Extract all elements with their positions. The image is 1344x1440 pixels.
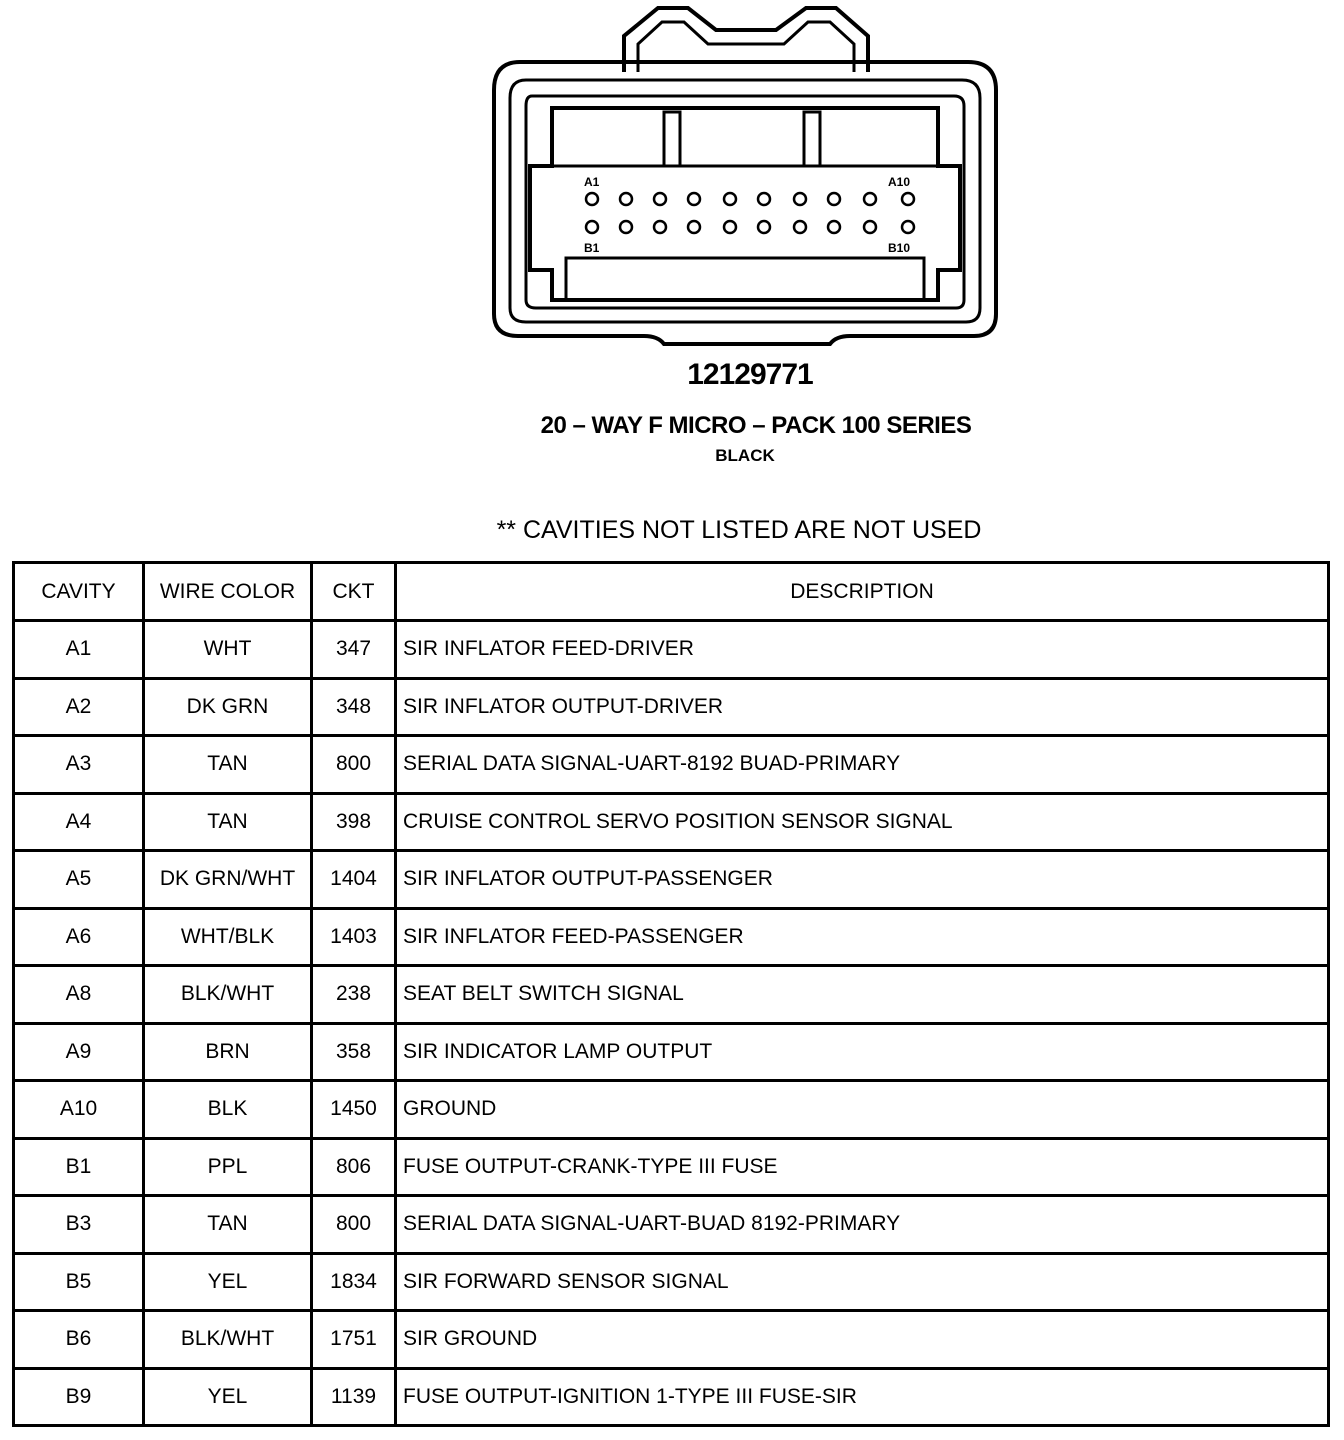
part-number: 12129771 [687, 358, 813, 391]
cell-description: SIR INFLATOR OUTPUT-PASSENGER [396, 851, 1329, 909]
cell-ckt: 1403 [312, 908, 396, 966]
cavity-a5 [724, 193, 736, 205]
unused-cavities-note: ** CAVITIES NOT LISTED ARE NOT USED [496, 516, 982, 544]
cavity-a10 [902, 193, 914, 205]
cell-ckt: 800 [312, 736, 396, 794]
cell-ckt: 358 [312, 1023, 396, 1081]
cell-description: SERIAL DATA SIGNAL-UART-8192 BUAD-PRIMARY [396, 736, 1329, 794]
connector-shell-inner-2 [526, 96, 964, 308]
cell-cavity: A1 [14, 621, 144, 679]
table-row [14, 621, 1329, 679]
cavity-b7 [794, 221, 806, 233]
cell-cavity: A9 [14, 1023, 144, 1081]
cell-ckt: 1834 [312, 1253, 396, 1311]
cavity-grid [586, 193, 914, 233]
table-row [14, 1023, 1329, 1081]
cell-description: FUSE OUTPUT-IGNITION 1-TYPE III FUSE-SIR [396, 1368, 1329, 1426]
cell-ckt: 347 [312, 621, 396, 679]
table-row [14, 678, 1329, 736]
cavity-a1 [586, 193, 598, 205]
cavity-a2 [620, 193, 632, 205]
cavity-a8 [828, 193, 840, 205]
cell-cavity: A10 [14, 1081, 144, 1139]
cell-wire-color: TAN [144, 793, 312, 851]
cell-description: CRUISE CONTROL SERVO POSITION SENSOR SIGNAL [396, 793, 1329, 851]
cell-ckt: 800 [312, 1196, 396, 1254]
bottom-key-slot [566, 258, 924, 300]
cell-description: SIR INDICATOR LAMP OUTPUT [396, 1023, 1329, 1081]
cell-description: SIR INFLATOR FEED-PASSENGER [396, 908, 1329, 966]
cell-wire-color: BLK/WHT [144, 966, 312, 1024]
cell-description: GROUND [396, 1081, 1329, 1139]
cell-wire-color: DK GRN [144, 678, 312, 736]
pin-label-a1: A1 [584, 175, 600, 189]
cell-wire-color: TAN [144, 1196, 312, 1254]
cell-cavity: B9 [14, 1368, 144, 1426]
table-row [14, 1138, 1329, 1196]
header-cavity: CAVITY [14, 563, 144, 621]
cavity-a9 [864, 193, 876, 205]
connector-face-diagram [0, 0, 1344, 350]
cell-wire-color: BRN [144, 1023, 312, 1081]
cavity-b1 [586, 221, 598, 233]
cell-ckt: 1450 [312, 1081, 396, 1139]
cell-cavity: A2 [14, 678, 144, 736]
connector-color: BLACK [715, 446, 775, 465]
cell-cavity: B3 [14, 1196, 144, 1254]
cell-wire-color: WHT/BLK [144, 908, 312, 966]
cavity-b8 [828, 221, 840, 233]
table-row [14, 966, 1329, 1024]
cell-ckt: 1404 [312, 851, 396, 909]
pinout-table [12, 561, 1330, 1427]
cavity-b6 [758, 221, 770, 233]
cell-wire-color: WHT [144, 621, 312, 679]
cell-description: SIR FORWARD SENSOR SIGNAL [396, 1253, 1329, 1311]
cell-cavity: B5 [14, 1253, 144, 1311]
connector-series: 20 – WAY F MICRO – PACK 100 SERIES [540, 412, 972, 439]
cell-cavity: A5 [14, 851, 144, 909]
table-row [14, 908, 1329, 966]
cavity-a4 [688, 193, 700, 205]
cell-cavity: A4 [14, 793, 144, 851]
table-row [14, 851, 1329, 909]
cavity-b2 [620, 221, 632, 233]
cell-ckt: 348 [312, 678, 396, 736]
cell-cavity: B1 [14, 1138, 144, 1196]
pin-label-a10: A10 [888, 175, 911, 189]
cell-cavity: A3 [14, 736, 144, 794]
cell-description: SERIAL DATA SIGNAL-UART-BUAD 8192-PRIMARY [396, 1196, 1329, 1254]
cell-description: SEAT BELT SWITCH SIGNAL [396, 966, 1329, 1024]
cell-cavity: B6 [14, 1311, 144, 1369]
cavity-b4 [688, 221, 700, 233]
pin-label-b1: B1 [584, 241, 600, 255]
table-row [14, 1253, 1329, 1311]
cell-cavity: A8 [14, 966, 144, 1024]
cell-description: FUSE OUTPUT-CRANK-TYPE III FUSE [396, 1138, 1329, 1196]
table-row [14, 1311, 1329, 1369]
cell-wire-color: PPL [144, 1138, 312, 1196]
cell-cavity: A6 [14, 908, 144, 966]
cell-description: SIR INFLATOR FEED-DRIVER [396, 621, 1329, 679]
cell-ckt: 806 [312, 1138, 396, 1196]
cavity-a3 [654, 193, 666, 205]
cell-description: SIR INFLATOR OUTPUT-DRIVER [396, 678, 1329, 736]
header-description: DESCRIPTION [396, 563, 1329, 621]
table-row [14, 736, 1329, 794]
cell-ckt: 1139 [312, 1368, 396, 1426]
cell-wire-color: BLK/WHT [144, 1311, 312, 1369]
cavity-a7 [794, 193, 806, 205]
cell-wire-color: DK GRN/WHT [144, 851, 312, 909]
cell-wire-color: BLK [144, 1081, 312, 1139]
cell-ckt: 238 [312, 966, 396, 1024]
header-ckt: CKT [312, 563, 396, 621]
cell-wire-color: TAN [144, 736, 312, 794]
pin-label-b10: B10 [888, 241, 911, 255]
cavity-b3 [654, 221, 666, 233]
cell-description: SIR GROUND [396, 1311, 1329, 1369]
connector-shell-inner-1 [510, 80, 980, 322]
table-row [14, 1081, 1329, 1139]
table-row [14, 793, 1329, 851]
keyway-right [804, 112, 820, 166]
cell-ckt: 398 [312, 793, 396, 851]
keyway-left [664, 112, 680, 166]
cell-ckt: 1751 [312, 1311, 396, 1369]
table-row [14, 1196, 1329, 1254]
table-row [14, 1368, 1329, 1426]
cell-wire-color: YEL [144, 1368, 312, 1426]
cavity-a6 [758, 193, 770, 205]
cavity-b9 [864, 221, 876, 233]
header-wire-color: WIRE COLOR [144, 563, 312, 621]
cavity-b10 [902, 221, 914, 233]
cell-wire-color: YEL [144, 1253, 312, 1311]
table-header-row [14, 563, 1329, 621]
cavity-b5 [724, 221, 736, 233]
